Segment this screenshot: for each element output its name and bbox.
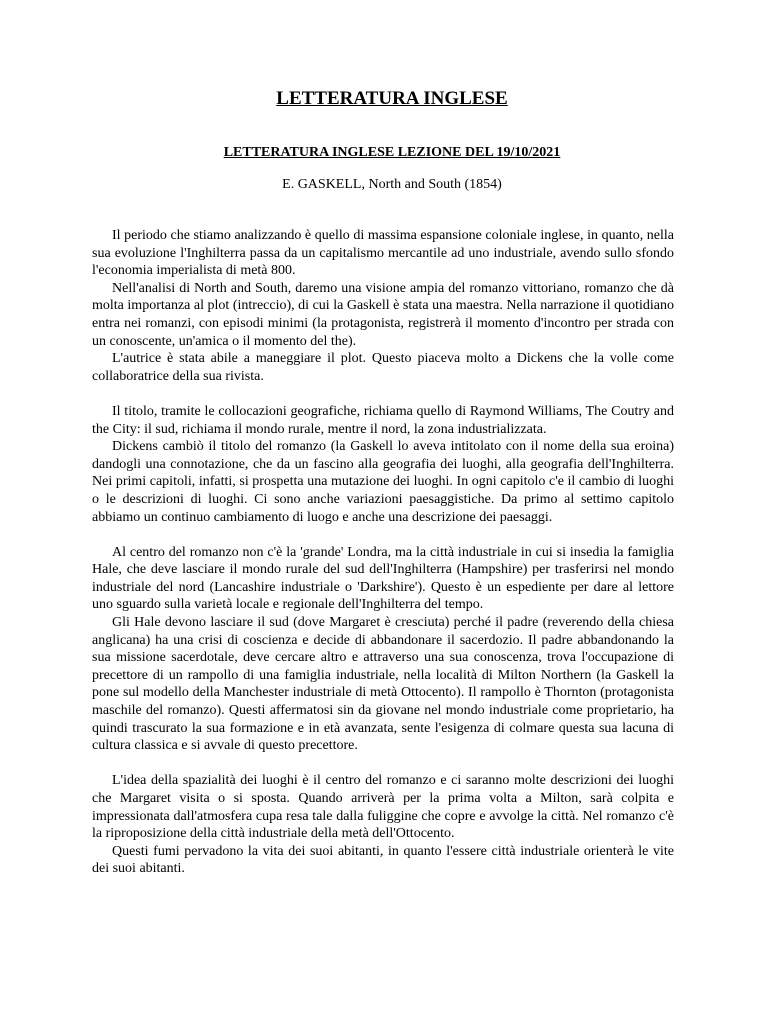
paragraph: Nell'analisi di North and South, daremo una visione ampia del romanzo vittoriano, romanzo che dà molta importanza al plot (intreccio), di cui la Gaskell è stata una maestra. Nella narrazione il quotidiano entra nei romanzi, con episodi minimi (la protagonista, registrerà il momento d'incontro per strada con un conoscente, un'amica o il momento del the).: [92, 280, 674, 349]
paragraph: Il periodo che stiamo analizzando è quello di massima espansione coloniale inglese, in quanto, nella sua evoluzione l'Inghilterra passa da un capitalismo mercantile ad uno industriale, avendo sullo sfondo l'economia imperialista di metà 800.: [92, 228, 674, 279]
document-body: [92, 227, 674, 878]
document-title: LETTERATURA INGLESE: [276, 88, 508, 109]
paragraph: Dickens cambiò il titolo del romanzo (la Gaskell lo aveva intitolato con il nome della sua eroina) dandogli una connotazione, che da un fascino alla geografia dei luoghi, alla geografia dell'Inghilterra. Nei primi capitoli, infatti, si prospetta una mutazione dei luoghi. In ogni capitolo c'e il cambio di luoghi o le descrizioni di luoghi. Ci sono anche variazioni paesaggistiche. Da primo al settimo capitolo abbiamo un continuo cambiamento di luogo e anche una descrizione dei paesaggi.: [92, 439, 674, 525]
paragraph: Gli Hale devono lasciare il sud (dove Margaret è cresciuta) perché il padre (reverendo della chiesa anglicana) ha una crisi di coscienza e decide di abbandonare il sacerdozio. Il padre abbandonando la sua missione sacerdotale, deve cercare altro e attraverso una sua conoscenza, trova l'occupazione di precettore di un rampollo di una famiglia industriale, nella località di Milton Northern (la Gaskell la pone sul modello della Manchester industriale di metà Ottocento). Il rampollo è Thornton (protagonista maschile del romanzo). Questi affermatosi sin da giovane nel mondo industriale come proprietario, ha quindi trascurato la sua formazione e in età avanzata, sente l'esigenza di colmare questa sua lacuna di cultura classica e si avvale di questo precettore.: [92, 615, 674, 754]
paragraph-spacer: [92, 385, 674, 403]
paragraph: L'autrice è stata abile a maneggiare il plot. Questo piaceva molto a Dickens che la volle come collaboratrice della sua rivista.: [92, 351, 674, 384]
lesson-heading: LETTERATURA INGLESE LEZIONE DEL 19/10/2021: [223, 145, 561, 160]
paragraph-spacer: [92, 526, 674, 544]
paragraph-spacer: [92, 755, 674, 773]
work-reference: E. GASKELL, North and South (1854): [282, 177, 502, 192]
paragraph: Questi fumi pervadono la vita dei suoi abitanti, in quanto l'essere città industriale orienterà le vite dei suoi abitanti.: [92, 843, 674, 877]
paragraph: L'idea della spazialità dei luoghi è il centro del romanzo e ci saranno molte descrizioni dei luoghi che Margaret visita o si sposta. Quando arriverà per la prima volta a Milton, sarà colpita e impressionata dall'atmosfera cupa resa tale dalla fuliggine che copre e avvolge la città. Nel romanzo c'è la riproposizione della città industriale della metà dell'Ottocento.: [92, 773, 674, 842]
paragraph: Il titolo, tramite le collocazioni geografiche, richiama quello di Raymond Williams, The Coutry and the City: il sud, richiama il mondo rurale, mentre il nord, la zona industrializzata.: [92, 403, 674, 437]
paragraph: Al centro del romanzo non c'è la 'grande' Londra, ma la città industriale in cui si insedia la famiglia Hale, che deve lasciare il mondo rurale del sud dell'Inghilterra (Hampshire) per trasferirsi nel mondo industriale del nord (Lancashire industriale o 'Darkshire'). Questo è un espediente per dare al lettore uno sguardo sulla varietà locale e regionale dell'Inghilterra del tempo.: [92, 544, 674, 613]
